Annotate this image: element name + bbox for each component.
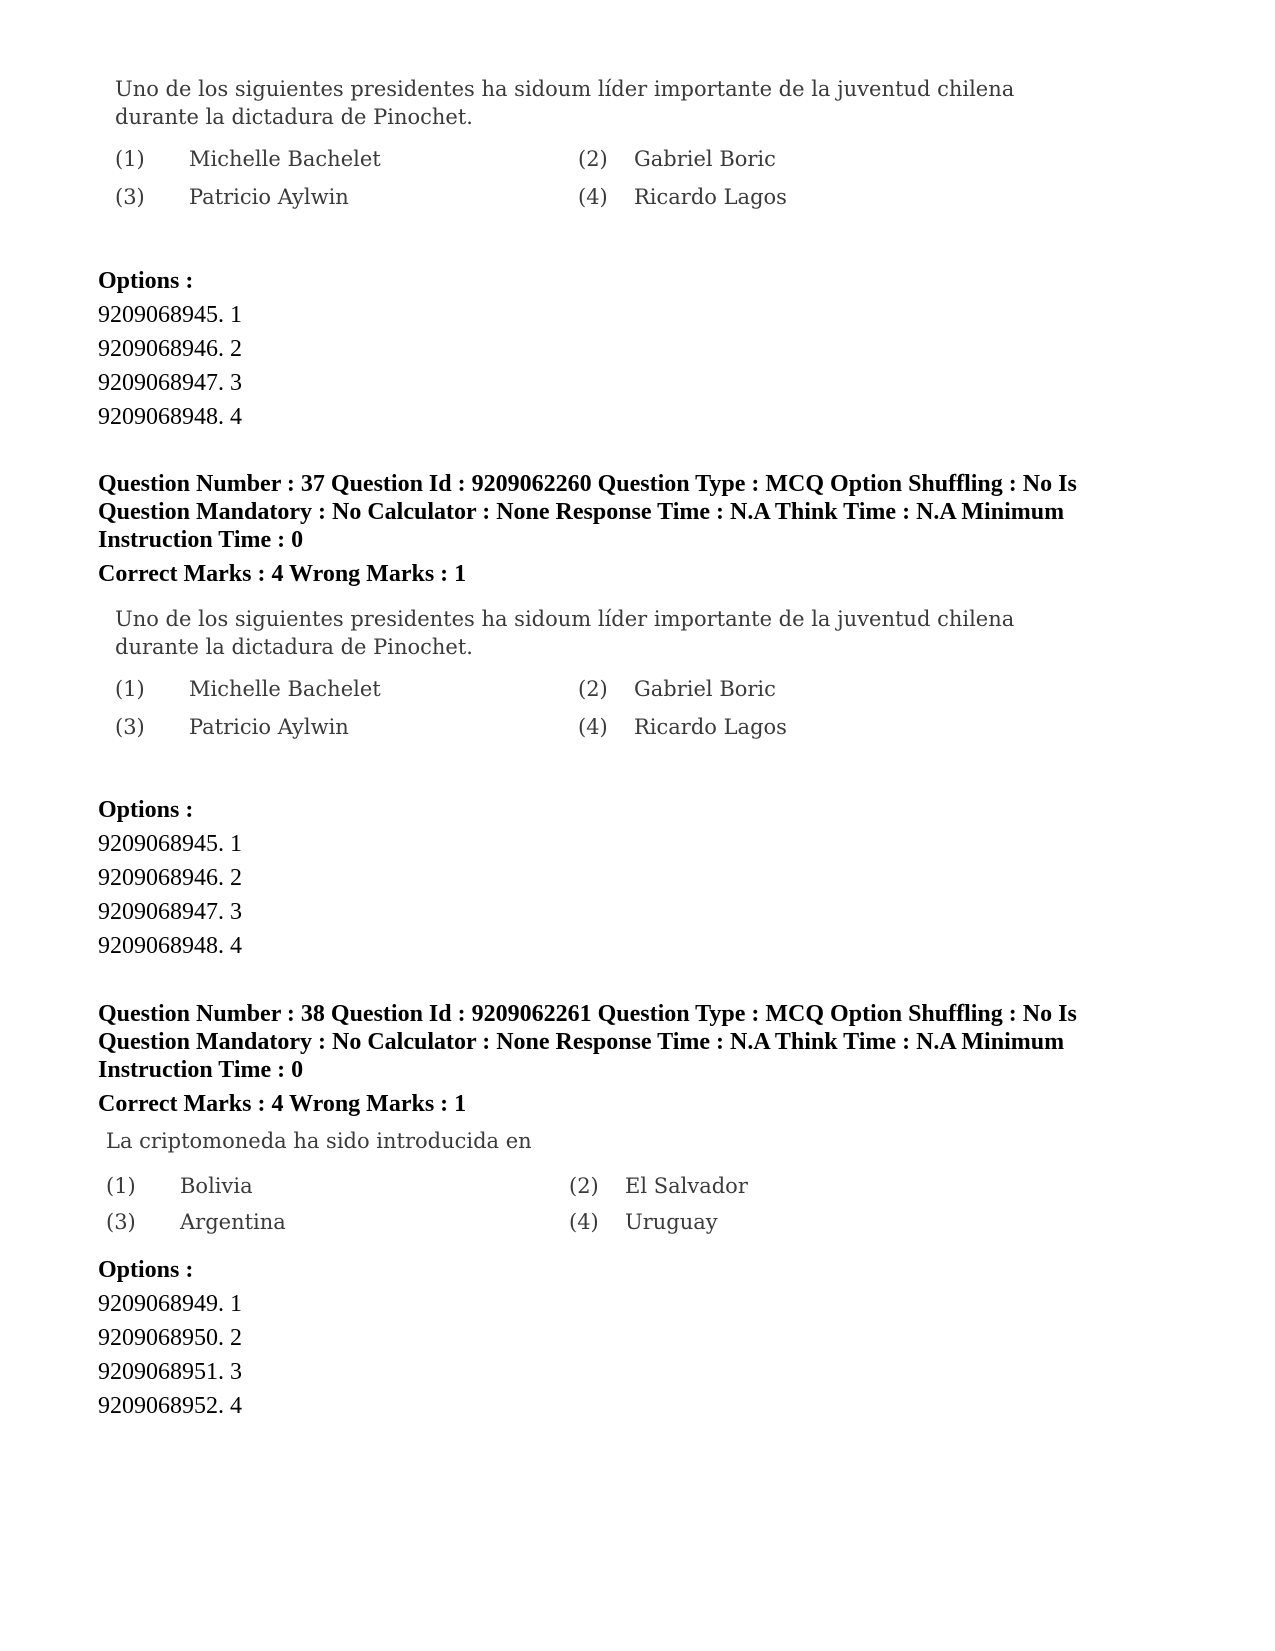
options-heading: Options : bbox=[98, 268, 194, 294]
choice-text: Bolivia bbox=[180, 1174, 253, 1198]
question-image bbox=[115, 75, 1075, 215]
choice-number: (1) bbox=[106, 1174, 136, 1198]
option-item: 9209068949. 1 bbox=[98, 1291, 242, 1317]
question-stem: Uno de los siguientes presidentes ha sidoum líder importante de la juventud chilena durante la dictadura de Pinochet. bbox=[115, 77, 1015, 129]
answer-choice bbox=[115, 185, 349, 209]
choice-text: Patricio Aylwin bbox=[189, 715, 349, 739]
option-item: 9209068946. 2 bbox=[98, 865, 242, 891]
question-meta-text: Question Number : 37 Question Id : 9209062260 Question Type : MCQ Option Shuffling : No Is Question Mandatory : No Calculator : None Response Time : N.A Think Time : N.A Minimum Instruction Time : 0 bbox=[98, 471, 1077, 553]
question-stem: La criptomoneda ha sido introducida en bbox=[106, 1129, 532, 1153]
options-list bbox=[98, 793, 242, 963]
answer-choice bbox=[115, 677, 381, 701]
option-item: 9209068951. 3 bbox=[98, 1359, 242, 1385]
choice-number: (4) bbox=[578, 715, 608, 739]
choice-text: Gabriel Boric bbox=[634, 677, 776, 701]
option-item: 9209068947. 3 bbox=[98, 899, 242, 925]
options-list bbox=[98, 1253, 242, 1423]
answer-choice bbox=[569, 1174, 748, 1198]
answer-choice bbox=[578, 677, 776, 701]
question-stem: Uno de los siguientes presidentes ha sidoum líder importante de la juventud chilena durante la dictadura de Pinochet. bbox=[115, 607, 1015, 659]
choice-number: (2) bbox=[578, 677, 608, 701]
choice-text: Uruguay bbox=[625, 1210, 718, 1234]
answer-choice bbox=[106, 1210, 286, 1234]
choice-number: (4) bbox=[578, 185, 608, 209]
choice-text: Michelle Bachelet bbox=[189, 677, 381, 701]
choice-text: Gabriel Boric bbox=[634, 147, 776, 171]
option-item: 9209068950. 2 bbox=[98, 1325, 242, 1351]
option-item: 9209068946. 2 bbox=[98, 336, 242, 362]
options-heading: Options : bbox=[98, 797, 194, 823]
choice-number: (2) bbox=[578, 147, 608, 171]
option-item: 9209068948. 4 bbox=[98, 933, 242, 959]
answer-choice bbox=[578, 147, 776, 171]
question-meta bbox=[98, 470, 1118, 588]
choice-number: (3) bbox=[106, 1210, 136, 1234]
choice-number: (4) bbox=[569, 1210, 599, 1234]
answer-choice bbox=[578, 715, 787, 739]
option-item: 9209068947. 3 bbox=[98, 370, 242, 396]
choice-number: (1) bbox=[115, 677, 145, 701]
answer-choice bbox=[115, 147, 381, 171]
answer-choice bbox=[115, 715, 349, 739]
choice-number: (2) bbox=[569, 1174, 599, 1198]
choice-text: Argentina bbox=[180, 1210, 286, 1234]
choice-text: Ricardo Lagos bbox=[634, 715, 787, 739]
choice-text: Ricardo Lagos bbox=[634, 185, 787, 209]
choice-number: (3) bbox=[115, 185, 145, 209]
answer-choice bbox=[578, 185, 787, 209]
question-image bbox=[115, 605, 1075, 745]
choice-text: Michelle Bachelet bbox=[189, 147, 381, 171]
choice-text: El Salvador bbox=[625, 1174, 748, 1198]
options-list bbox=[98, 264, 242, 434]
question-image bbox=[106, 1127, 906, 1237]
marks-text: Correct Marks : 4 Wrong Marks : 1 bbox=[98, 561, 467, 587]
choice-number: (1) bbox=[115, 147, 145, 171]
answer-choice bbox=[106, 1174, 253, 1198]
option-item: 9209068945. 1 bbox=[98, 302, 242, 328]
question-meta bbox=[98, 1000, 1118, 1118]
options-heading: Options : bbox=[98, 1257, 194, 1283]
marks-text: Correct Marks : 4 Wrong Marks : 1 bbox=[98, 1091, 467, 1117]
answer-choice bbox=[569, 1210, 718, 1234]
option-item: 9209068945. 1 bbox=[98, 831, 242, 857]
question-meta-text: Question Number : 38 Question Id : 9209062261 Question Type : MCQ Option Shuffling : No Is Question Mandatory : No Calculator : None Response Time : N.A Think Time : N.A Minimum Instruction Time : 0 bbox=[98, 1001, 1077, 1083]
choice-text: Patricio Aylwin bbox=[189, 185, 349, 209]
option-item: 9209068948. 4 bbox=[98, 404, 242, 430]
option-item: 9209068952. 4 bbox=[98, 1393, 242, 1419]
choice-number: (3) bbox=[115, 715, 145, 739]
